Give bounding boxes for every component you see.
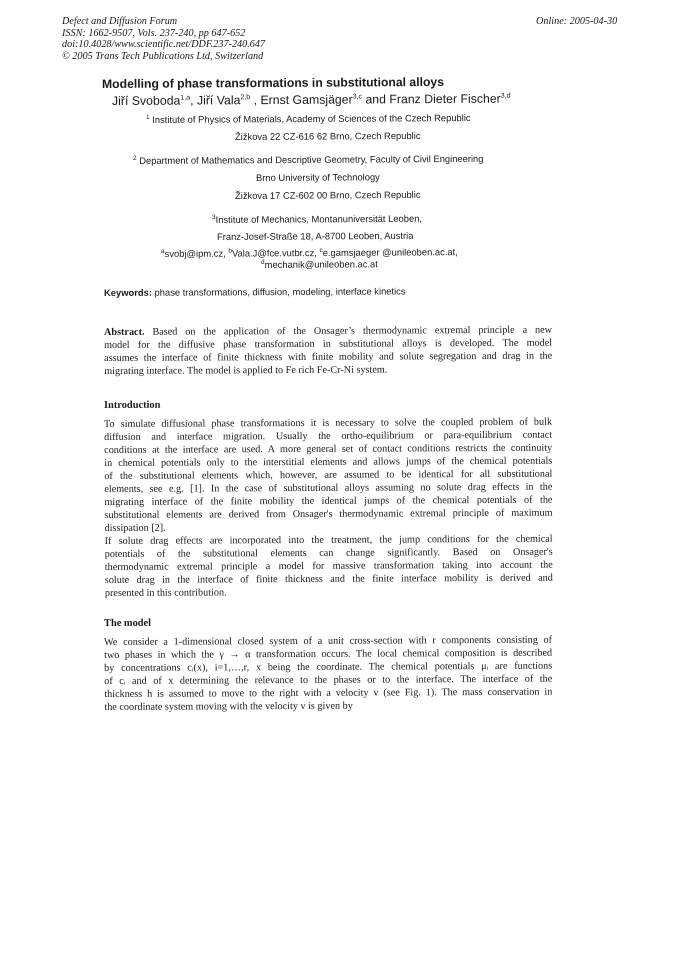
body-line: presented in this contribution.	[104, 587, 227, 599]
email-sup: c	[319, 247, 323, 255]
body-line: dissipation [2].	[104, 522, 166, 534]
affiliation-3-address: Franz-Josef-Straße 18, A-8700 Leoben, Austria	[216, 229, 414, 242]
affiliation-2-address: Žižkova 17 CZ-602 00 Brno, Czech Republic	[234, 188, 421, 201]
email: mechanik@unileoben.ac.at	[264, 258, 378, 270]
abstract	[104, 324, 552, 378]
body-line: migrating interface of the finite mobility the identical jumps of the chemical potentials of the	[104, 494, 553, 508]
section-heading-model: The model	[103, 617, 152, 629]
author-list	[112, 92, 511, 108]
abstract-line: assumes the interface of finite thickness with finite mobility and solute segregation and drag in the	[104, 350, 553, 364]
body-line: substitutional elements are derived from Onsager's thermodynamic extremal principle of maximum	[104, 507, 553, 521]
section-heading-introduction: Introduction	[103, 399, 161, 411]
author-name: Jiří Svoboda	[111, 93, 181, 108]
email-sup: a	[160, 247, 165, 255]
email-sup: d	[260, 258, 265, 266]
affiliation-2-university: Brno University of Technology	[255, 171, 380, 183]
affiliation-1-address: Žižkova 22 CZ-616 62 Brno, Czech Republic	[234, 129, 421, 142]
body-line: solute drag in the interface of finite thickness and the finite interface mobility is derived and	[104, 572, 553, 586]
body-line: If solute drag effects are incorporated into the treatment, the jump conditions for the chemical	[104, 533, 553, 547]
journal-name: Defect and Diffusion Forum	[62, 16, 178, 27]
paper-title: Modelling of phase transformations in substitutional alloys	[101, 74, 445, 91]
body-line: elements, see e.g. [1]. In the case of substitutional alloys assuming no solute drag effects in the	[104, 481, 553, 495]
email-line-2	[261, 258, 378, 270]
affiliation-text: Institute of Physics of Materials, Academy of Sciences of the Czech Republic	[149, 112, 471, 125]
abstract-line: model for the diffusive phase transformation in substitutional alloys is developed. The model	[104, 337, 553, 351]
affiliation-2	[133, 153, 484, 166]
author-name: and Franz Dieter Fischer	[361, 91, 501, 107]
body-line: potentials of the substitutional elements can change significantly. Based on Onsager's	[104, 546, 553, 560]
author-sup: 3,d	[500, 92, 511, 100]
email-sup: b	[228, 247, 232, 255]
introduction-body	[104, 416, 553, 600]
issn-line: ISSN: 1662-9507, Vols. 237-240, pp 647-652	[62, 27, 246, 39]
abstract-label: Abstract.	[104, 326, 145, 338]
body-line: by concentrations cᵢ(x), i=1,…,r, x being the coordinate. The chemical potentials μᵢ are functions	[104, 660, 553, 674]
body-line: thermodynamic extremal principle a model for massive transformation taking into account the	[104, 559, 553, 573]
abstract-line: migrating interface. The model is applied to Fe rich Fe-Cr-Ni system.	[104, 364, 388, 377]
model-body	[104, 634, 552, 714]
author-name: , Ernst Gamsjäger	[250, 92, 353, 108]
doi-line: doi:10.4028/www.scientific.net/DDF.237-240.647	[62, 39, 266, 51]
abstract-line-text: Based on the application of the Onsager’s thermodynamic extremal principle a new	[144, 324, 553, 338]
affiliation-sup: 3	[211, 213, 216, 221]
keywords	[104, 285, 406, 298]
body-line: conditions at the interface are used. A more general set of contact conditions restricts the continuity	[104, 442, 553, 456]
email: svobj@ipm.cz,	[164, 247, 229, 259]
body-line: of the substitutional elements which, however, are assumed to be identical for all substitutional	[104, 468, 553, 482]
affiliation-3	[212, 213, 422, 225]
author-sup: 3,c	[352, 93, 363, 101]
affiliation-1	[146, 112, 471, 125]
affiliation-sup: 2	[132, 154, 137, 162]
affiliation-text: Institute of Mechanics, Montanuniversität Leoben,	[215, 212, 423, 225]
copyright-line: © 2005 Trans Tech Publications Ltd, Switzerland	[62, 50, 264, 62]
journal-header	[62, 16, 265, 62]
keywords-label: Keywords:	[103, 286, 152, 298]
body-line: diffusion and interface migration. Usually the ortho-equilibrium or para-equilibrium contact	[104, 429, 553, 443]
affiliation-sup: 1	[145, 113, 150, 121]
author-name: , Jiří Vala	[190, 93, 241, 108]
email-line-1	[161, 246, 458, 259]
email: e.gamsjaeger @unileoben.ac.at,	[322, 246, 458, 259]
keywords-text: phase transformations, diffusion, modeling, interface kinetics	[151, 285, 406, 298]
body-line: thickness h is assumed to move to the right with a velocity v (see Fig. 1). The mass conservation in	[104, 686, 553, 700]
author-sup: 1,a	[180, 94, 191, 102]
author-sup: 2,b	[240, 94, 251, 102]
body-line: the coordinate system moving with the velocity v is given by	[104, 700, 353, 713]
body-line: in chemical potentials only to the interstitial elements and allows jumps of the chemical potentials	[104, 455, 553, 469]
online-date: Online: 2005-04-30	[536, 16, 618, 27]
body-line: two phases in which the γ → α transformation occurs. The local chemical composition is described	[104, 647, 553, 661]
body-line: To simulate diffusional phase transformations it is necessary to solve the coupled problem of bulk	[104, 416, 553, 430]
body-line: We consider a 1-dimensional closed system of a unit cross-section with r components consisting of	[104, 634, 553, 648]
email: Vala.J@fce.vutbr.cz,	[231, 247, 320, 259]
body-line: of cᵢ and of x determining the relevance to the phases or to the interface. The interface of the	[104, 673, 553, 687]
affiliation-text: Department of Mathematics and Descriptive Geometry, Faculty of Civil Engineering	[136, 152, 484, 166]
